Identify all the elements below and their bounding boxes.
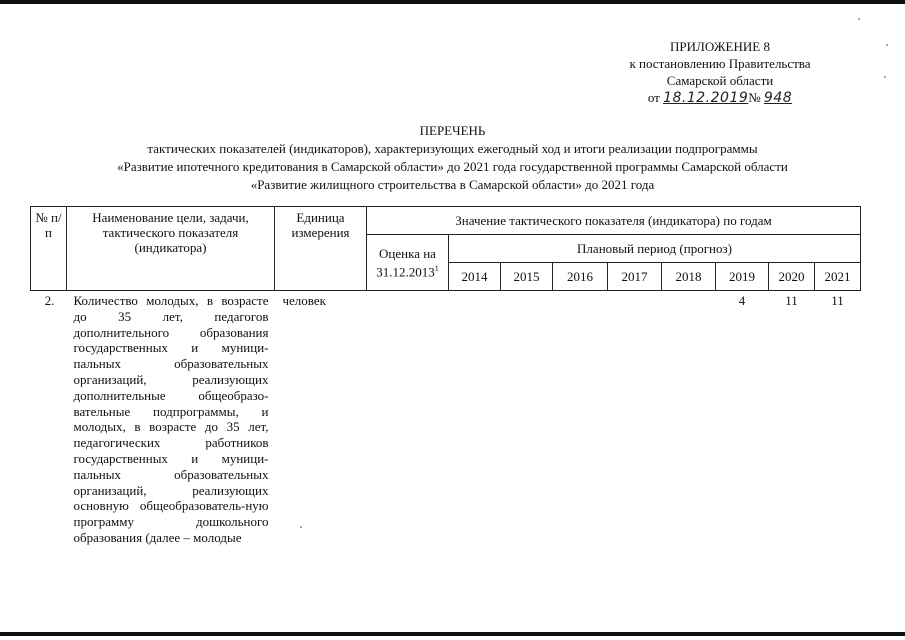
heading-line-1: тактических показателей (индикаторов), характеризующих ежегодный ход и итоги реализации подпрограммы <box>147 141 758 156</box>
heading-line-2: «Развитие ипотечного кредитования в Самарской области» до 2021 года государственной программы Самарской области <box>117 159 788 174</box>
header-year: 2014 <box>449 263 501 291</box>
row-unit: человек <box>282 293 326 308</box>
row-value <box>449 291 501 548</box>
header-values: Значение тактического показателя (индикатора) по годам <box>367 207 861 235</box>
handwritten-number: 948 <box>763 90 793 106</box>
appendix-line-1: к постановлению Правительства <box>629 56 811 71</box>
header-estimate-text: Оценка на 31.12.2013 <box>376 245 436 280</box>
row-value <box>662 291 716 548</box>
number-label: № <box>748 90 761 105</box>
appendix-block <box>560 38 880 107</box>
appendix-title: ПРИЛОЖЕНИЕ 8 <box>670 39 770 54</box>
row-name: Количество молодых, в возрасте до 35 лет, педагогов дополнительного образования государственных и муници-пальных образовательных организаций, реализующих дополнительные общеобразо-вательные подпрограммы, и молодых, в возрасте до 35 лет, педагогических работников государственных и муници-пальных образовательных организаций, реализующих основную общеобразователь-ную программу дошкольного образования (далее – молодые <box>73 293 269 545</box>
indicators-table <box>30 206 861 548</box>
header-year: 2020 <box>769 263 815 291</box>
header-num: № п/п <box>31 207 67 291</box>
heading-title: ПЕРЕЧЕНЬ <box>419 123 486 138</box>
table-row <box>31 291 861 548</box>
row-value: 4 <box>738 293 746 308</box>
row-num: 2. <box>44 293 55 308</box>
header-year: 2017 <box>608 263 662 291</box>
header-year: 2015 <box>501 263 553 291</box>
page-bottom-edge <box>0 632 905 636</box>
document-heading <box>0 122 905 194</box>
from-label: от <box>647 90 660 105</box>
scan-speck <box>886 44 888 46</box>
handwritten-date: 18.12.2019 <box>663 90 749 106</box>
header-year: 2021 <box>815 263 861 291</box>
header-estimate-footnote: 1 <box>434 263 439 273</box>
header-estimate <box>367 235 449 291</box>
row-value: 11 <box>785 293 798 308</box>
header-year: 2016 <box>553 263 608 291</box>
header-name: Наименование цели, задачи, тактического показателя (индикатора) <box>67 207 275 291</box>
row-value <box>608 291 662 548</box>
scan-speck <box>858 18 860 20</box>
header-year: 2018 <box>662 263 716 291</box>
appendix-line-2: Самарской области <box>666 73 774 88</box>
row-value <box>553 291 608 548</box>
row-value: 11 <box>831 293 844 308</box>
appendix-date-number-line <box>648 89 792 107</box>
heading-line-3: «Развитие жилищного строительства в Самарской области» до 2021 года <box>250 177 655 192</box>
page-top-edge <box>0 0 905 4</box>
row-value <box>501 291 553 548</box>
row-estimate <box>367 291 449 548</box>
scan-speck <box>300 526 302 528</box>
header-year: 2019 <box>716 263 769 291</box>
header-unit: Единица измерения <box>275 207 367 291</box>
header-plan: Плановый период (прогноз) <box>449 235 861 263</box>
scan-speck <box>884 76 886 78</box>
